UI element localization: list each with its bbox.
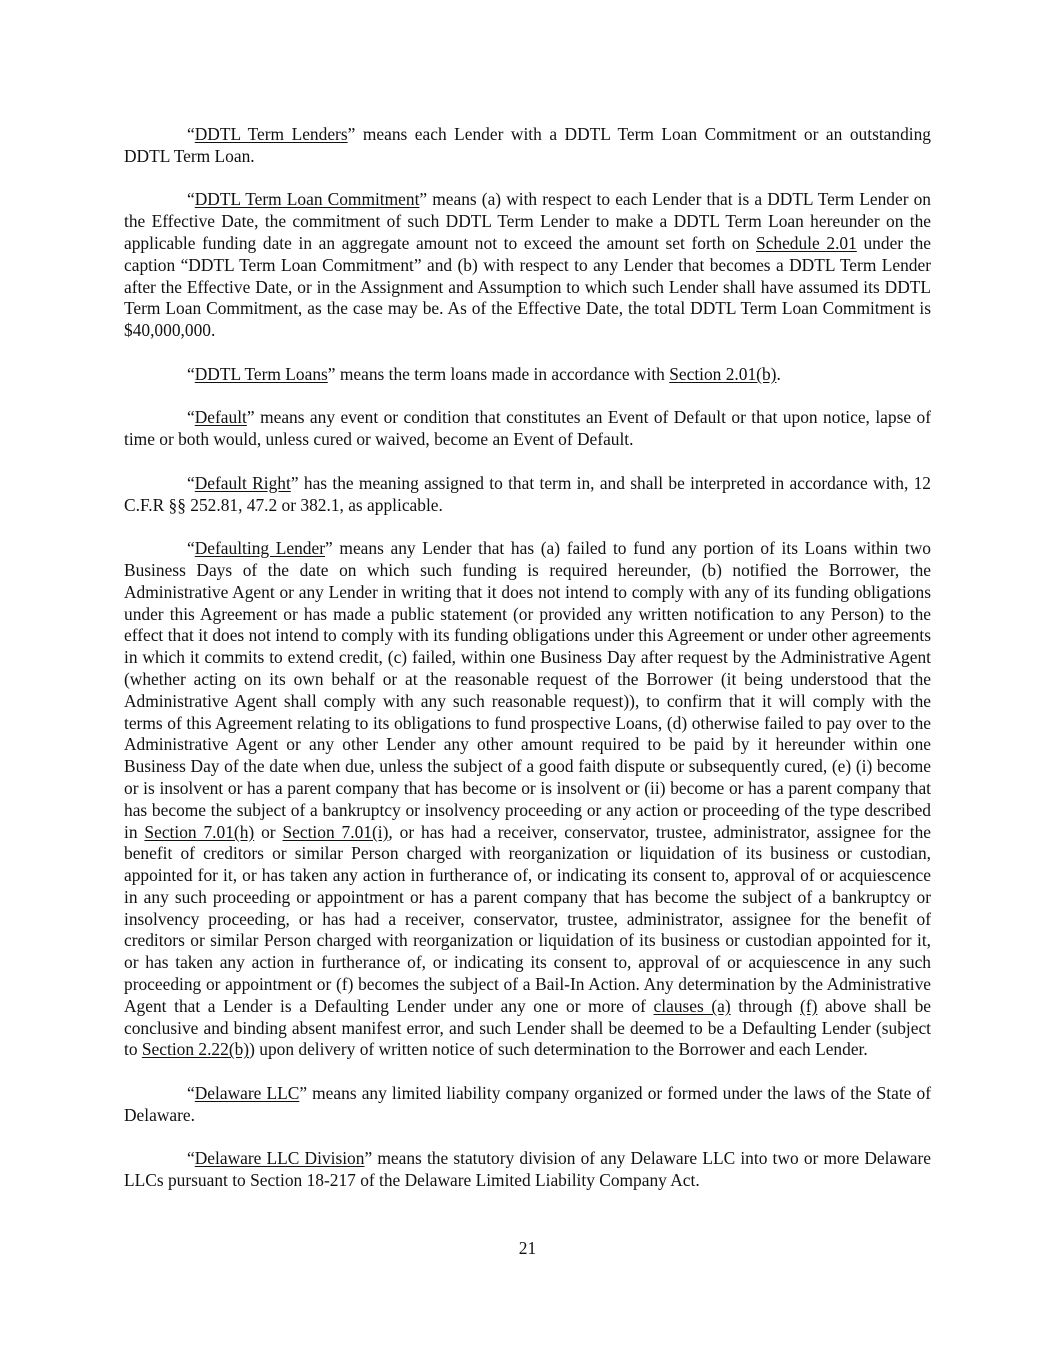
definition-text: means any event or condition that constitutes an Event of Default or that upon notice, lapse of time or both would, unless cured or waived, become an Event of Default.: [124, 407, 931, 450]
definition-text: above shall be conclusive and binding absent manifest error, and such Lender shall be deemed to be a Defaulting Lender (subject to: [124, 995, 932, 1060]
definition-text: means any Lender that has (a) failed to fund any portion of its Loans within two Business Days of the date on which such funding is required hereunder, (b) notified the Borrower, the Administrative Agent or any Lender in writing that it does not intend to comply with any of its funding obligations under this Agreement or has made a public statement (or provided any written notification to any Person) to the effect that it does not intend to comply with its funding obligations under this Agreement or under other agreements in which it commits to extend credit, (c) failed, within one Business Day after request by the Administrative Agent (whether acting on its own behalf or at the reasonable request of the Borrower (it being understood that the Administrative Agent shall comply with any such reasonable request)), to confirm that it will comply with the terms of this Agreement relating to its obligations to fund prospective Loans, (d) otherwise failed to pay over to the Administrative Agent or any other Lender any other amount required to be paid by it hereunder within one Business Day of the date when due, unless the subject of a good faith dispute or subsequently cured, (e) (i) become or is insolvent or has a parent company that has become or is insolvent or (ii) become or has a parent company that has become the subject of a bankruptcy or insolvency proceeding or any action or proceeding of the type described in: [124, 538, 931, 842]
page-number: 21: [518, 1238, 537, 1258]
cross-reference: (f): [800, 995, 818, 1016]
definition-text: through: [730, 995, 801, 1016]
definition-default: “Default” means any event or condition that constitutes an Event of Default or that upon notice, lapse of time or both would, unless cured or waived, become an Event of Default.: [124, 407, 931, 450]
definition-text: , or has had a receiver, conservator, trustee, administrator, assignee for the benefit of creditors or similar Person charged with reorganization or liquidation of its business or custodian, appointed for it, or has taken any action in furtherance of, or indicating its consent to, approval of or acquiescence in any such proceeding or appointment or has a parent company that has become the subject of a bankruptcy or insolvency proceeding, or has had a receiver, conservator, trustee, administrator, assignee for the benefit of creditors or similar Person charged with reorganization or liquidation of its business or custodian appointed for it, or has taken any action in furtherance of, or indicating its consent to, approval of or acquiescence in any such proceeding or appointment or (f) becomes the subject of a Bail-In Action. Any determination by the Administrative Agent that a Lender is a Defaulting Lender under any one or more of: [124, 821, 931, 1016]
definition-ddtl-term-loans: “DDTL Term Loans” means the term loans made in accordance with Section 2.01(b).: [187, 363, 781, 384]
cross-reference: Section 2.22(b): [141, 1039, 250, 1060]
definition-text: means the term loans made in accordance with: [335, 363, 670, 384]
defined-term: DDTL Term Lenders: [194, 124, 348, 144]
cross-reference: clauses (a): [653, 995, 731, 1016]
definition-delaware-llc-division: “Delaware LLC Division” means the statutory division of any Delaware LLC into two or more Delaware LLCs pursuant to Section 18-217 of the Delaware Limited Liability Company Act.: [124, 1148, 931, 1191]
definition-text: .: [776, 363, 781, 384]
defined-term: Defaulting Lender: [194, 538, 326, 559]
defined-term: Default Right: [194, 472, 291, 493]
defined-term: Delaware LLC: [194, 1083, 300, 1104]
definition-defaulting-lender: “Defaulting Lender” means any Lender that has (a) failed to fund any portion of its Loans within two Business Days of the date on which such funding is required hereunder, (b) notified the Borrower, the Administrative Agent or any Lender in writing that it does not intend to comply with any of its funding obligations under this Agreement or has made a public statement (or provided any written notification to any Person) to the effect that it does not intend to comply with its funding obligations under this Agreement or under other agreements in which it commits to extend credit, (c) failed, within one Business Day after request by the Administrative Agent (whether acting on its own behalf or at the reasonable request of the Borrower (it being understood that the Administrative Agent shall comply with any such reasonable request)), to confirm that it will comply with the terms of this Agreement relating to its obligations to fund prospective Loans, (d) otherwise failed to pay over to the Administrative Agent or any other Lender any other amount required to be paid by it hereunder within one Business Day of the date when due, unless the subject of a good faith dispute or subsequently cured, (e) (i) become or is insolvent or has a parent company that has become or is insolvent or (ii) become or has a parent company that has become the subject of a bankruptcy or insolvency proceeding or any action or proceeding of the type described in Section 7.01(h) or Section 7.01(i), or has had a receiver, conservator, trustee, administrator, assignee for the benefit of creditors or similar Person charged with reorganization or liquidation of its business or custodian, appointed for it, or has taken any action in furtherance of, or indicating its consent to, approval of or acquiescence in any such proceeding or appointment or has a parent company that has become the subject of a bankruptcy or insolvency proceeding, or has had a receiver, conservator, trustee, administrator, assignee for the benefit of creditors or similar Person charged with reorganization or liquidation of its business or custodian appointed for it, or has taken any action in furtherance of, or indicating its consent to, approval of or acquiescence in any such proceeding or appointment or (f) becomes the subject of a Bail-In Action. Any determination by the Administrative Agent that a Lender is a Defaulting Lender under any one or more of clauses (a) through (f) above shall be conclusive and binding absent manifest error, and such Lender shall be deemed to be a Defaulting Lender (subject to Section 2.22(b)) upon delivery of written notice of such determination to the Borrower and each Lender.: [124, 538, 932, 1060]
definition-ddtl-term-lenders: “DDTL Term Lenders” means each Lender with a DDTL Term Loan Commitment or an outstanding DDTL Term Loan.: [124, 124, 931, 166]
definition-text: or: [254, 821, 283, 842]
definition-text: means each Lender with a DDTL Term Loan Commitment or an outstanding DDTL Term Loan.: [124, 124, 931, 166]
definition-text: means the statutory division of any Delaware LLC into two or more Delaware LLCs pursuant to Section 18-217 of the Delaware Limited Liability Company Act.: [124, 1148, 931, 1191]
defined-term: DDTL Term Loan Commitment: [194, 189, 420, 210]
definition-default-right: “Default Right” has the meaning assigned to that term in, and shall be interpreted in accordance with, 12 C.F.R §§ 252.81, 47.2 or 382.1, as applicable.: [124, 472, 931, 515]
cross-reference: Schedule 2.01: [755, 232, 857, 253]
cross-reference: Section 7.01(h): [144, 821, 255, 842]
definition-text: under the caption “DDTL Term Loan Commitment” and (b) with respect to any Lender that becomes a DDTL Term Lender after the Effective Date, or in the Assignment and Assumption to which such Lender shall have assumed its DDTL Term Loan Commitment, as the case may be. As of the Effective Date, the total DDTL Term Loan Commitment is $40,000,000.: [124, 232, 931, 341]
defined-term: DDTL Term Loans: [194, 363, 328, 384]
cross-reference: Section 2.01(b): [669, 363, 777, 384]
cross-reference: Section 7.01(i): [282, 821, 389, 842]
definition-text: ) upon delivery of written notice of such determination to the Borrower and each Lender.: [249, 1039, 868, 1060]
definition-delaware-llc: “Delaware LLC” means any limited liability company organized or formed under the laws of the State of Delaware.: [124, 1083, 931, 1125]
definition-text: has the meaning assigned to that term in, and shall be interpreted in accordance with, 12 C.F.R §§ 252.81, 47.2 or 382.1, as applicable.: [124, 472, 931, 515]
definition-text: means any limited liability company organized or formed under the laws of the State of Delaware.: [124, 1083, 931, 1125]
defined-term: Delaware LLC Division: [194, 1148, 365, 1169]
definition-text: means (a) with respect to each Lender that is a DDTL Term Lender on the Effective Date, the commitment of such DDTL Term Lender to make a DDTL Term Loan hereunder on the applicable funding date in an aggregate amount not to exceed the amount set forth on: [124, 189, 931, 253]
defined-term: Default: [194, 407, 247, 428]
definition-ddtl-term-loan-commitment: “DDTL Term Loan Commitment” means (a) with respect to each Lender that is a DDTL Term Lender on the Effective Date, the commitment of such DDTL Term Lender to make a DDTL Term Loan hereunder on the applicable funding date in an aggregate amount not to exceed the amount set forth on Schedule 2.01 under the caption “DDTL Term Loan Commitment” and (b) with respect to any Lender that becomes a DDTL Term Lender after the Effective Date, or in the Assignment and Assumption to which such Lender shall have assumed its DDTL Term Loan Commitment, as the case may be. As of the Effective Date, the total DDTL Term Loan Commitment is $40,000,000.: [124, 189, 931, 341]
document-body: [124, 124, 931, 1214]
